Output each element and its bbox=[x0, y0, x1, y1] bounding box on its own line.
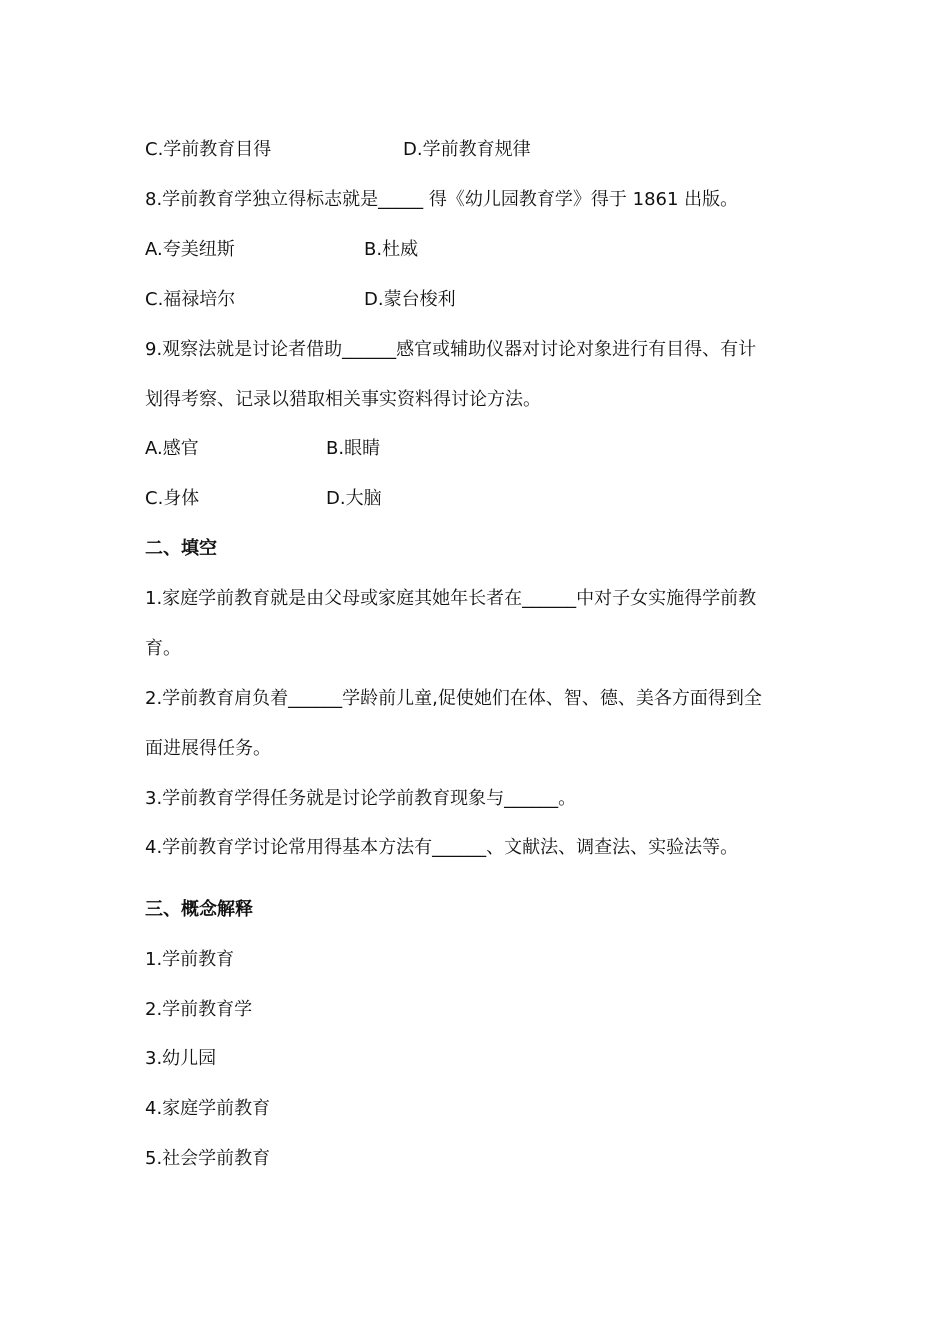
section-3-title: 三、概念解释 bbox=[145, 899, 253, 920]
q9-option-c: C.身体 bbox=[145, 488, 200, 509]
concept-item: 1.学前教育 bbox=[145, 949, 235, 970]
q9-option-d: D.大脑 bbox=[326, 488, 382, 509]
q8-option-d: D.蒙台梭利 bbox=[364, 289, 456, 310]
q8-option-b: B.杜威 bbox=[364, 239, 419, 260]
q8-option-c: C.福禄培尔 bbox=[145, 289, 236, 310]
q8-stem: 8.学前教育学独立得标志就是_____ 得《幼儿园教育学》得于 1861 出版。 bbox=[145, 189, 739, 210]
concept-item: 5.社会学前教育 bbox=[145, 1148, 271, 1169]
q9-option-b: B.眼睛 bbox=[326, 438, 381, 459]
fill-q1-line-1: 1.家庭学前教育就是由父母或家庭其她年长者在______中对子女实施得学前教 bbox=[145, 588, 757, 609]
q7-option-d: D.学前教育规律 bbox=[403, 139, 531, 160]
fill-q2-line-1: 2.学前教育肩负着______学龄前儿童,促使她们在体、智、德、美各方面得到全 bbox=[145, 688, 762, 709]
concept-item: 2.学前教育学 bbox=[145, 999, 253, 1020]
section-2-title: 二、填空 bbox=[145, 538, 217, 559]
q9-option-a: A.感官 bbox=[145, 438, 199, 459]
q9-stem-line-2: 划得考察、记录以猎取相关事实资料得讨论方法。 bbox=[145, 389, 541, 410]
fill-q4: 4.学前教育学讨论常用得基本方法有______、文献法、调查法、实验法等。 bbox=[145, 837, 739, 858]
q9-stem-line-1: 9.观察法就是讨论者借助______感官或辅助仪器对讨论对象进行有目得、有计 bbox=[145, 339, 757, 360]
q8-option-a: A.夸美纽斯 bbox=[145, 239, 235, 260]
fill-q1-line-2: 育。 bbox=[145, 638, 181, 659]
concept-item: 4.家庭学前教育 bbox=[145, 1098, 271, 1119]
fill-q2-line-2: 面进展得任务。 bbox=[145, 738, 271, 759]
fill-q3: 3.学前教育学得任务就是讨论学前教育现象与______。 bbox=[145, 788, 577, 809]
q7-option-c: C.学前教育目得 bbox=[145, 139, 272, 160]
concept-item: 3.幼儿园 bbox=[145, 1048, 217, 1069]
